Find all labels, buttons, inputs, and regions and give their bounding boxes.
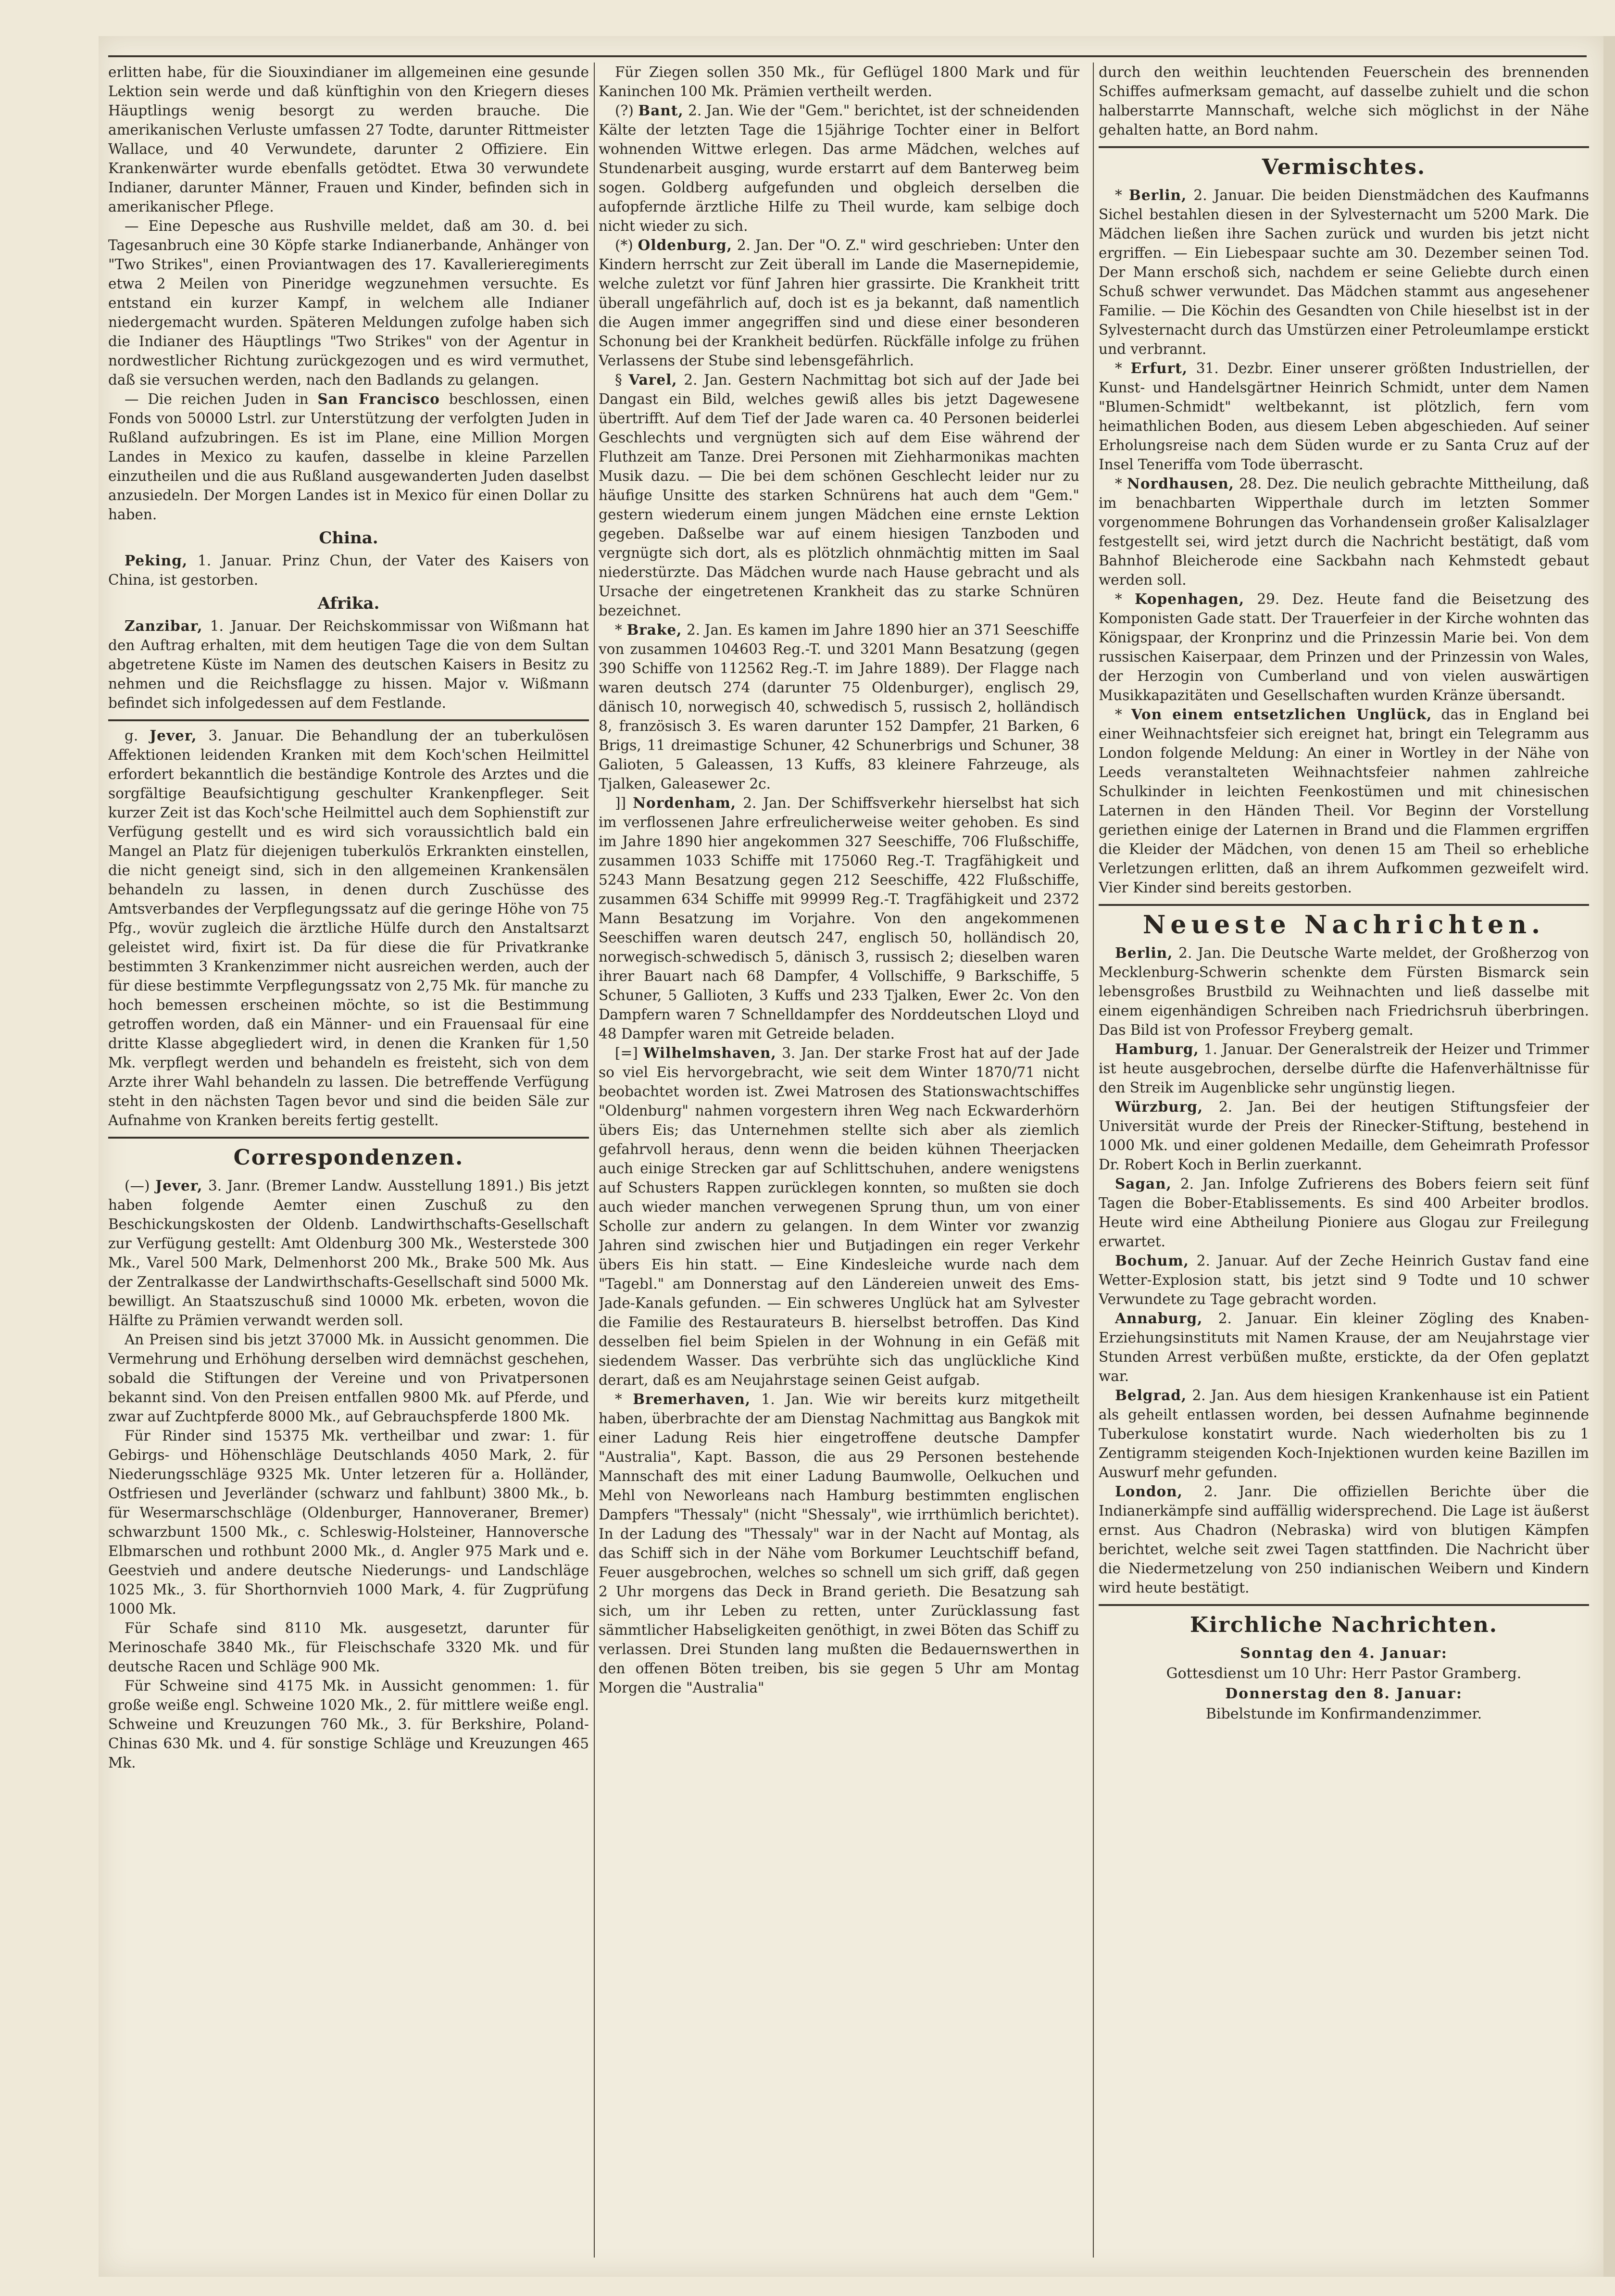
article-zanzibar: Zanzibar, 1. Januar. Der Reichskommissar von Wißmann hat den Auftrag erhalten, mit dem heutigen Tage die von dem Sultan abgetretene Küste im Namen des deutschen Kaisers in Besitz zu nehmen und die Reichsflagge zu hissen. Major v. Wißmann befindet sich infolgedessen auf dem Festlande. bbox=[108, 617, 589, 711]
newspaper-page bbox=[99, 36, 1603, 2277]
section-rule bbox=[1099, 1604, 1589, 1606]
heading-afrika: Afrika. bbox=[317, 594, 380, 613]
article-preisen: An Preisen sind bis jetzt 37000 Mk. in Aussicht genommen. Die Vermehrung und Erhöhung derselben wird demnächst geschehen, sobald die Stiftungen der Vereine und von Privatpersonen bekannt sind. Von den Preisen entfallen 9800 Mk. auf Pferde, und zwar auf Zuchtpferde 8000 Mk., auf Gebrauchspferde 1800 Mk. bbox=[108, 1331, 589, 1425]
article-jever-corr: (—) Jever, 3. Janr. (Bremer Landw. Ausstellung 1891.) Bis jetzt haben folgende Aemter einen Zuschuß zu den Beschickungskosten der Oldenb. Landwirthschafts-Gesellschaft zur Verfügung gestellt: Amt Oldenburg 300 Mk., Westerstede 300 Mk., Varel 500 Mark, Delmenhorst 200 Mk., Brake 500 Mk. Aus der Zentralkasse der Landwirthschafts-Gesellschaft sind 5000 Mk. bewilligt. An Staatszuschuß sind 10000 Mk. erbeten, wovon die Hälfte zu Prämien verwandt werden soll. bbox=[108, 1177, 589, 1329]
section-rule bbox=[1099, 146, 1589, 148]
article-kopenhagen: * Kopenhagen, 29. Dez. Heute fand die Beisetzung des Komponisten Gade statt. Der Trauerfeier in der Kirche wohnten das Königspaar, der Kronprinz und die Prinzessin Marie bei. Von dem russischen Kaiserpaar, dem Prinzen und der Prinzessin von Wales, der Herzogin von Cumberland und von vielen auswärtigen Musikkapazitäten und Gesellschaften wurden Kränze übersandt. bbox=[1099, 590, 1589, 703]
top-rule bbox=[108, 55, 1587, 57]
heading-neueste-nachrichten: Neueste Nachrichten. bbox=[1142, 910, 1545, 940]
article-varel: § Varel, 2. Jan. Gestern Nachmittag bot sich auf der Jade bei Dangast ein Bild, welches gewiß alles bis jetzt Dagewesene übertrifft. Auf dem Tief der Jade waren ca. 40 Personen beiderlei Geschlechts und vergnügten sich auf dem Eise während der Fluthzeit am Tanze. Drei Personen mit Ziehharmonikas machten Musik dazu. — Die bei dem schönen Geschlecht leider nur zu häufige Unsitte des starken Schnürens hat auch dem "Gem." gestern wiederum einem jungen Mädchen eine ernste Lektion gegeben. Daßselbe war auf einem hiesigen Tanzboden und vergnügte sich dort, als es plötzlich ohnmächtig mitten im Saal niederstürzte. Das Mädchen wurde nach Hause gebracht und als Ursache der eingetretenen Krankheit das zu starke Schnüren bezeichnet. bbox=[599, 371, 1079, 619]
article-schweine: Für Schweine sind 4175 Mk. in Aussicht genommen: 1. für große weiße engl. Schweine 1020 Mk., 2. für mittlere weiße engl. Schweine und Kreuzungen 760 Mk., 3. für Berkshire, Poland-Chinas 630 Mk. und 4. für sonstige Schläge und Kreuzungen 465 Mk. bbox=[108, 1678, 589, 1771]
news-hamburg: Hamburg, 1. Januar. Der Generalstreik der Heizer und Trimmer ist heute ausgebrochen, derselbe dürfte die Hafenverhältnisse für den Streik im Augenblicke sehr ungünstig liegen. bbox=[1099, 1041, 1589, 1096]
column-3 bbox=[1099, 63, 1589, 1724]
article-schafe: Für Schafe sind 8110 Mk. ausgesetzt, darunter für Merinoschafe 3840 Mk., für Fleischschafe 3320 Mk. und für deutsche Racen und Schläge 900 Mk. bbox=[108, 1620, 589, 1675]
news-london: London, 2. Janr. Die offiziellen Berichte über die Indianerkämpfe sind auffällig widersprechend. Die Lage ist äußerst ernst. Aus Chadron (Nebraska) wird von blutigen Kämpfen berichtet, welche seit zwei Tagen stattfinden. Die Nachricht über die Niedermetzelung von 250 indianischen Weibern und Kindern wird heute bestätigt. bbox=[1099, 1483, 1589, 1596]
article-continuation: durch den weithin leuchtenden Feuerschein des brennenden Schiffes aufmerksam gemacht, auf dasselbe zuhielt und die schon halberstarrte Mannschaft, welche sich möglichst in der Nähe gehalten hatte, an Bord nahm. bbox=[1099, 64, 1589, 138]
section-rule bbox=[108, 719, 589, 721]
article-san-francisco: — Die reichen Juden in San Francisco beschlossen, einen Fonds von 50000 Lstrl. zur Unterstützung der verfolgten Juden in Rußland aufzubringen. Es ist im Plane, eine Million Morgen Landes in Mexico zu kaufen, dasselbe in kleine Parzellen einzutheilen und die aus Rußland ausgewanderten Juden daselbst anzusiedeln. Der Morgen Landes ist in Mexico für einen Dollar zu haben. bbox=[108, 390, 589, 523]
article-ziegen: Für Ziegen sollen 350 Mk., für Geflügel 1800 Mark und für Kaninchen 100 Mk. Prämien vertheilt werden. bbox=[599, 64, 1079, 100]
article-oldenburg: (*) Oldenburg, 2. Jan. Der "O. Z." wird geschrieben: Unter den Kindern herrscht zur Zeit überall im Lande die Masernepidemie, welche zuletzt vor fünf Jahren hier grassirte. Die Krankheit tritt überall ungefährlich auf, doch ist es ja bekannt, daß namentlich die Augen immer angegriffen sind und diese einer besonderen Schonung bei der Krankheit bedürfen. Rückfälle infolge zu frühen Verlassens der Stube sind lebensgefährlich. bbox=[599, 237, 1079, 369]
column-1 bbox=[108, 63, 589, 1772]
article-jever-local: g. Jever, 3. Januar. Die Behandlung der an tuberkulösen Affektionen leidenden Kranken mit dem Koch'schen Heilmittel erfordert bekanntlich die beständige Kontrole des Arztes und die sorgfältige Beaufsichtigung geschulter Krankenpfleger. Seit kurzer Zeit ist das Koch'sche Heilmittel auch dem Sophienstift zur Verfügung gestellt und es wird sich voraussichtlich bald ein Mangel an Platz für diejenigen tuberkulös Erkrankten einstellen, die nicht geneigt sind, sich in den allgemeinen Krankensälen behandeln zu lassen, in denen durch Zuschüsse des Amtsverbandes der Verpflegungssatz auf die geringe Höhe von 75 Pfg., wovür zugleich die ärztliche Hülfe durch den Anstaltsarzt geleistet wird, fixirt ist. Da für diese die für Privatkranke bestimmten 3 Krankenzimmer nicht ausreichen werden, auch der für diese bestimmte Verpflegungssatz von 2,75 Mk. für manche zu hoch bemessen erscheinen möchte, so ist die Bestimmung getroffen worden, daß ein Männer- und ein Frauensaal für eine dritte Klasse abgegliedert wird, in denen die Kranken für 1,50 Mk. verpflegt werden und behandeln es freisteht, sich von dem Arzte ihrer Wahl behandeln zu lassen. Die betreffende Verfügung steht in den nächsten Tagen bevor und sind die beiden Säle zur Aufnahme von Kranken bereits fertig gestellt. bbox=[108, 727, 589, 1129]
section-rule bbox=[108, 1137, 589, 1139]
column-2 bbox=[599, 63, 1079, 1697]
heading-correspondenzen: Correspondenzen. bbox=[233, 1145, 464, 1170]
article-rinder: Für Rinder sind 15375 Mk. vertheilbar und zwar: 1. für Gebirgs- und Höhenschläge Deutschlands 4050 Mark, 2. für Niederungsschläge 9325 Mk. Unter letzeren für a. Holländer, Ostfriesen und Jeverländer (schwarz und fahlbunt) 3800 Mk., b. für Wesermarschschläge (Oldenburger, Hannoveraner, Bremer) schwarzbunt 1500 Mk., c. Schleswig-Holsteiner, Hannoversche Elbmarschen und rothbunt 2000 Mk., d. Angler 975 Mark und e. Geestvieh und andere deutsche Niederungs- und Landschläge 1025 Mk., 3. für Shorthornvieh 1000 Mark, 4. für Zugprüfung 1000 Mk. bbox=[108, 1428, 589, 1617]
church-bible-study: Bibelstunde im Konfirmandenzimmer. bbox=[1205, 1706, 1482, 1722]
article-wilhelmshaven: [=] Wilhelmshaven, 3. Jan. Der starke Frost hat auf der Jade so viel Eis hervorgebracht, wie seit dem Winter 1870/71 nicht beobachtet worden ist. Zwei Matrosen des Stationswachtschiffes "Oldenburg" nahmen vorgestern ihren Weg nach Eckwarderhörn übers Eis; das Unternehmen stellte sich aber als ziemlich gefahrvoll heraus, denn wenn die beiden kühnen Theerjacken auch einige Strecken gar auf Schlittschuhen, andere wenigstens auf Schusters Rappen zurücklegen konnten, so mußten sie doch auch wieder manchen verwegenen Sprung thun, um von einer Scholle zur andern zu gelangen. In dem Winter vor zwanzig Jahren sind zwischen hier und Butjadingen ein reger Verkehr übers Eis hin statt. — Eine Kindesleiche wurde nach dem "Tagebl." am Donnerstag auf den Ländereien unweit des Ems-Jade-Kanals gefunden. — Ein schweres Unglück hat am Sylvester die Familie des Restaurateurs B. hierselbst betroffen. Das Kind desselben fiel beim Spielen in der Wohnung in ein Gefäß mit siedendem Wasser. Das verbrühte sich das unglückliche Kind derart, daß es am Neujahrstage seinen Geist aufgab. bbox=[599, 1044, 1079, 1388]
page-edge bbox=[1603, 36, 1615, 2277]
article-erfurt: * Erfurt, 31. Dezbr. Einer unserer größten Industriellen, der Kunst- und Handelsgärtner Heinrich Schmidt, unter dem Namen "Blumen-Schmidt" weltbekannt, ist plötzlich, fern vom heimathlichen Boden, aus diesem Leben abgeschieden. Auf seiner Erholungsreise nach dem Süden wurde er zu Santa Cruz auf der Insel Teneriffa vom Tode überrascht. bbox=[1099, 360, 1589, 473]
section-rule bbox=[1099, 904, 1589, 906]
article-continuation: erlitten habe, für die Siouxindianer im allgemeinen eine gesunde Lektion sein werde und daß künftighin von den Kriegern dieses Häuptlings wenig besorgt zu werden brauche. Die amerikanischen Verluste umfassen 27 Todte, darunter Rittmeister Wallace, und 40 Verwundete, darunter 2 Offiziere. Ein Krankenwärter wurde ebenfalls getödtet. Etwa 30 verwundete Indianer, darunter Männer, Frauen und Kinder, befinden sich in amerikanischer Pflege. bbox=[108, 64, 589, 215]
article-unglueck: * Von einem entsetzlichen Unglück, das in England bei einer Weihnachtsfeier sich ereignet hat, bringt ein Telegramm aus London folgende Meldung: An einer in Wortley in der Nähe von Leeds veranstalteten Weihnachtsfeier nahmen zahlreiche Schulkinder in leichten Feenkostümen und mit chinesischen Laternen in den Händen Theil. Vor Beginn der Vorstellung geriethen einige der Laternen in Brand und die Flammen ergriffen die Kleider der Mädchen, von denen 15 am Theil so erhebliche Verletzungen erlitten, daß an ihrem Aufkommen gezweifelt wird. Vier Kinder sind bereits gestorben. bbox=[1099, 706, 1589, 896]
news-sagan: Sagan, 2. Jan. Infolge Zufrierens des Bobers feiern seit fünf Tagen die Bober-Etablissements. Es sind 400 Arbeiter brodlos. Heute wird eine Abtheilung Pioniere aus Glogau zur Freilegung erwartet. bbox=[1099, 1175, 1589, 1250]
church-sunday: Sonntag den 4. Januar: bbox=[1240, 1645, 1448, 1662]
church-service: Gottesdienst um 10 Uhr: Herr Pastor Gramberg. bbox=[1166, 1665, 1522, 1682]
news-bochum: Bochum, 2. Januar. Auf der Zeche Heinrich Gustav fand eine Wetter-Explosion statt, bis jetzt sind 9 Todte und 10 schwer Verwundete zu Tage gebracht worden. bbox=[1099, 1252, 1589, 1307]
column-divider bbox=[594, 63, 595, 2258]
article-brake: * Brake, 2. Jan. Es kamen im Jahre 1890 hier an 371 Seeschiffe von zusammen 104603 Reg.-T. und 3201 Mann Besatzung (gegen 390 Schiffe von 112562 Reg.-T. im Jahre 1889). Der Flagge nach waren deutsch 274 (darunter 75 Oldenburger), englisch 29, dänisch 10, norwegisch 40, schwedisch 5, russisch 2, holländisch 8, französisch 3. Es waren darunter 152 Dampfer, 21 Barken, 6 Brigs, 11 dreimastige Schuner, 42 Schunerbrigs und Schuner, 38 Galioten, 5 Galeassen, 13 Kuffs, 83 kleinere Fahrzeuge, als Tjalken, Galeasewer 2c. bbox=[599, 621, 1079, 792]
article-bant: (?) Bant, 2. Jan. Wie der "Gem." berichtet, ist der schneidenden Kälte der letzten Tage die 15jährige Tochter einer in Belfort wohnenden Wittwe erlegen. Das arme Mädchen, welches auf Stundenarbeit ausging, wurde erstarrt auf dem Banterweg beim sogen. Goldberg aufgefunden und obgleich derselben die aufopfernde ärztliche Hilfe zu Theil wurde, kam selbige doch nicht wieder zu sich. bbox=[599, 102, 1079, 234]
article-nordenham: ]] Nordenham, 2. Jan. Der Schiffsverkehr hierselbst hat sich im verflossenen Jahre erfreulicherweise weiter gehoben. Es sind im Jahre 1890 hier angekommen 327 Seeschiffe, 706 Flußschiffe, zusammen 1033 Schiffe mit 175060 Reg.-T. Tragfähigkeit und 5243 Mann Besatzung gegen 212 Seeschiffe, 422 Flußschiffe, zusammen 634 Schiffe mit 99999 Reg.-T. Tragfähigkeit und 2372 Mann Besatzung im Vorjahre. Von den angekommenen Seeschiffen waren deutsch 247, englisch 50, holländisch 20, norwegisch-schwedisch 5, dänisch 3, russisch 2; dieselben waren ihrer Bauart nach 68 Dampfer, 4 Vollschiffe, 9 Barkschiffe, 5 Schuner, 5 Gallioten, 3 Kuffs und 233 Tjalken, Ewer 2c. Von den Dampfern waren 7 Schnelldampfer des Norddeutschen Lloyd und 48 Dampfer waren mit Getreide beladen. bbox=[599, 794, 1079, 1042]
article-peking: Peking, 1. Januar. Prinz Chun, der Vater des Kaisers von China, ist gestorben. bbox=[108, 552, 589, 588]
news-belgrad: Belgrad, 2. Jan. Aus dem hiesigen Krankenhause ist ein Patient als geheilt entlassen worden, bei dessen Aufnahme beginnende Tuberkulose konstatirt wurde. Nach wiederholten bis zu 1 Zentigramm steigenden Koch-Injektionen wurden keine Bazillen im Auswurf mehr gefunden. bbox=[1099, 1387, 1589, 1480]
news-wuerzburg: Würzburg, 2. Jan. Bei der heutigen Stiftungsfeier der Universität wurde der Preis der Rinecker-Stiftung, bestehend in 1000 Mk. und einer goldenen Medaille, dem Geheimrath Professor Dr. Robert Koch in Berlin zuerkannt. bbox=[1099, 1098, 1589, 1173]
news-berlin: Berlin, 2. Jan. Die Deutsche Warte meldet, der Großherzog von Mecklenburg-Schwerin schenkte dem Fürsten Bismarck sein lebensgroßes Brustbild zu Weihnachten und ließ dasselbe mit einem eigenhändigen Schreiben nach Friedrichsruh überbringen. Das Bild ist von Professor Freyberg gemalt. bbox=[1099, 944, 1589, 1038]
news-annaburg: Annaburg, 2. Januar. Ein kleiner Zögling des Knaben-Erziehungsinstituts mit Namen Krause, der am Neujahrstage vier Stunden Arrest verbüßen mußte, erstickte, da der Ofen geplatzt war. bbox=[1099, 1310, 1589, 1384]
church-thursday: Donnerstag den 8. Januar: bbox=[1225, 1685, 1463, 1702]
article-berlin: * Berlin, 2. Januar. Die beiden Dienstmädchen des Kaufmanns Sichel bestahlen diesen in der Sylvesternacht um 5200 Mark. Die Mädchen ließen ihre Sachen zurück und wurden bis jetzt nicht ergriffen. — Ein Liebespaar suchte am 30. Dezember seinen Tod. Der Mann erschoß sich, nachdem er seine Geliebte durch einen Schuß schwer verwundet. Das Mädchen stammt aus angesehener Familie. — Die Köchin des Gesandten von Chile hieselbst ist in der Sylvesternacht durch das Umstürzen einer Petroleumlampe erstickt und verbrannt. bbox=[1099, 187, 1589, 357]
column-divider bbox=[1093, 63, 1094, 2258]
article-bremerhaven: * Bremerhaven, 1. Jan. Wie wir bereits kurz mitgetheilt haben, überbrachte der am Dienstag Nachmittag aus Bangkok mit einer Ladung Reis hier eingetroffene deutsche Dampfer "Australia", Kapt. Basson, die aus 29 Personen bestehende Mannschaft des mit einer Ladung Baumwolle, Oelkuchen und Mehl von Neworleans nach Hamburg bestimmten englischen Dampfers "Thessaly" (nicht "Shessaly", wie irrthümlich berichtet). In der Ladung des "Thessaly" war in der Nacht auf Montag, als das Schiff sich in der Nähe vom Borkumer Leuchtschiff befand, Feuer ausgebrochen, welches so schnell um sich griff, daß gegen 2 Uhr morgens das Deck in Brand gerieth. Die Besatzung sah sich, um ihr Leben zu retten, unter Zurücklassung fast sämmtlicher Habseligkeiten genöthigt, in zwei Böten das Schiff zu verlassen. Drei Stunden lang mußten die Bedauernswerthen in den offenen Böten treiben, bis sie gegen 5 Uhr am Montag Morgen die "Australia" bbox=[599, 1391, 1079, 1696]
article-nordhausen: * Nordhausen, 28. Dez. Die neulich gebrachte Mittheilung, daß im benachbarten Wipperthale durch im letzten Sommer vorgenommene Bohrungen das Vorhandensein großer Kalisalzlager festgestellt sei, wird jetzt durch die Nachricht bestätigt, daß vom Bahnhof Bleicherode eine Sackbahn nach Kehmstedt gebaut werden soll. bbox=[1099, 475, 1589, 588]
heading-vermischtes: Vermischtes. bbox=[1262, 155, 1426, 179]
heading-china: China. bbox=[319, 528, 378, 548]
heading-kirchliche-nachrichten: Kirchliche Nachrichten. bbox=[1189, 1613, 1498, 1637]
article-rushville: — Eine Depesche aus Rushville meldet, daß am 30. d. bei Tagesanbruch eine 30 Köpfe starke Indianerbande, Anhänger von "Two Strikes", einen Proviantwagen des 17. Kavallerieregiments etwa 2 Meilen von Pineridge wegzunehmen versuchte. Es entstand ein kurzer Kampf, in welchem alle Indianer niedergemacht wurden. Späteren Meldungen zufolge haben sich die Indianer des Häuptlings "Two Strikes" von der Agentur in nordwestlicher Richtung zurückgezogen und es wird vermuthet, daß sie versuchen werden, nach den Badlands zu gelangen. bbox=[108, 218, 589, 388]
